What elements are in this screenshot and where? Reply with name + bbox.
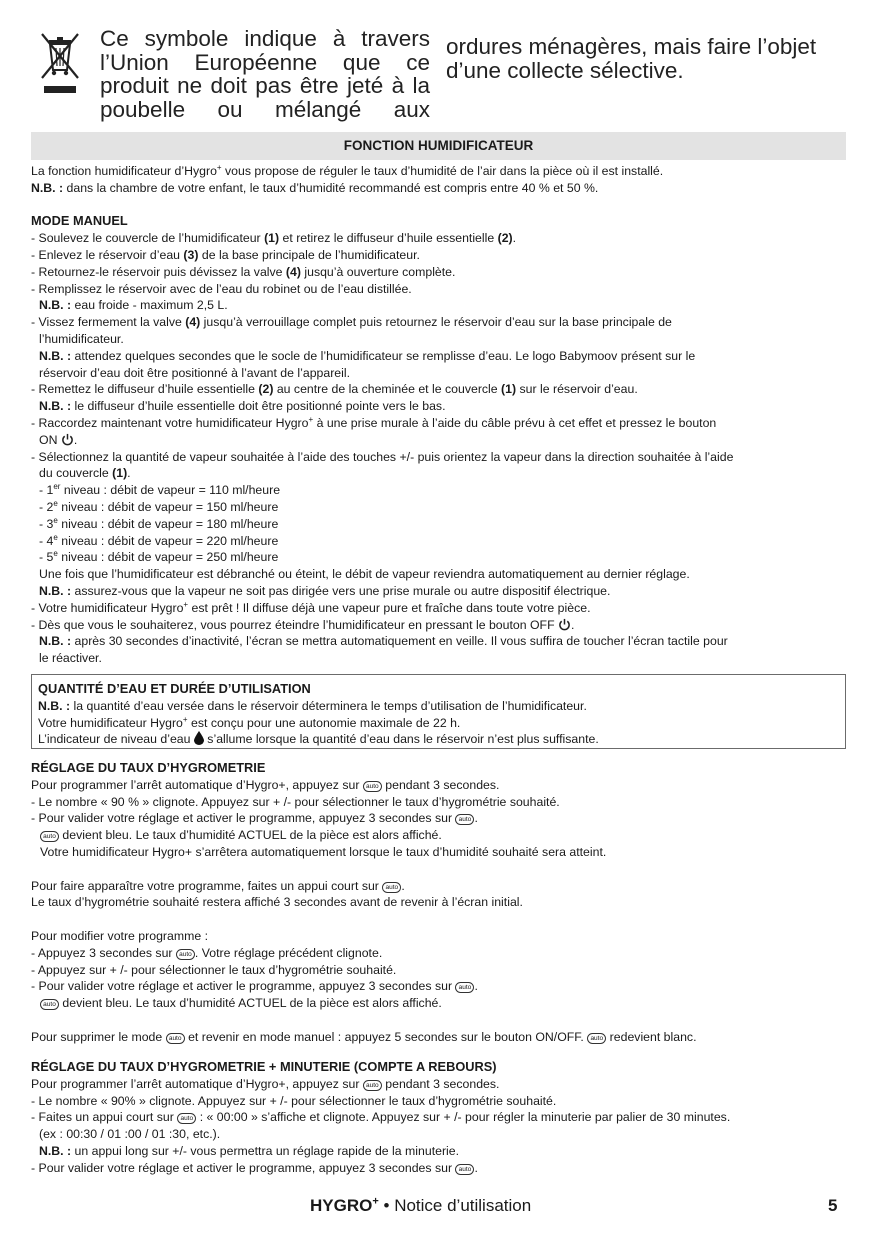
weee-line: Ce symbole indique à travers <box>100 26 430 51</box>
list-item: - Sélectionnez la quantité de vapeur souhaitée à l’aide des touches +/- puis orientez la vapeur dans la direction souhaitée à l’aide <box>31 449 734 464</box>
list-item-cont: ON . <box>39 432 78 447</box>
weee-notice-right <box>446 35 846 82</box>
list-item: - Soulevez le couvercle de l’humidificateur (1) et retirez le diffuseur d’huile essentielle (2). <box>31 231 517 246</box>
paragraph: Pour supprimer le mode auto et revenir en mode manuel : appuyez 5 secondes sur le bouton ON/OFF. auto redevient blanc. <box>31 1029 697 1044</box>
list-item: - Le nombre « 90 % » clignote. Appuyez sur + /- pour sélectionner le taux d’hygrométrie souhaité. <box>31 794 560 809</box>
nb-note-cont: réservoir d’eau doit être positionné à l’avant de l’appareil. <box>39 365 351 380</box>
list-item: - Raccordez maintenant votre humidificateur Hygro+ à une prise murale à l’aide du câble prévu à cet effet et pressez le bouton <box>31 414 717 430</box>
nb-note: N.B. : la quantité d’eau versée dans le réservoir déterminera le temps d’utilisation de l’humidificateur. <box>38 698 587 713</box>
nb-note: N.B. : eau froide - maximum 2,5 L. <box>39 298 228 313</box>
paragraph: Pour modifier votre programme : <box>31 928 209 943</box>
power-icon <box>61 433 74 446</box>
auto-button-icon: auto <box>166 1033 185 1044</box>
manual-title: MODE MANUEL <box>31 213 128 229</box>
auto-button-icon: auto <box>587 1033 606 1044</box>
water-info-box <box>31 674 846 749</box>
list-item: - Faites un appui court sur auto : « 00:00 » s’affiche et clignote. Appuyez sur + /- pour régler la minuterie par palier de 30 minutes. <box>31 1110 731 1125</box>
paragraph: Pour programmer l’arrêt automatique d’Hygro+, appuyez sur auto pendant 3 secondes. <box>31 1076 500 1091</box>
box-title: QUANTITÉ D’EAU ET DURÉE D’UTILISATION <box>38 681 311 696</box>
section-header: FONCTION HUMIDIFICATEUR <box>31 132 846 160</box>
auto-button-icon: auto <box>176 949 195 960</box>
intro-paragraph: La fonction humidificateur d’Hygro+ vous propose de réguler le taux d’humidité de l’air dans la pièce où il est installé. <box>31 162 664 178</box>
list-item: - Appuyez sur + /- pour sélectionner le taux d’hygrométrie souhaité. <box>31 962 397 977</box>
vapour-level: - 4e niveau : débit de vapeur = 220 ml/heure <box>39 532 279 548</box>
weee-notice-left <box>100 27 430 121</box>
list-item-cont: (ex : 00:30 / 01 :00 / 01 :30, etc.). <box>39 1127 221 1142</box>
hygro-title: RÉGLAGE DU TAUX D’HYGROMETRIE <box>31 760 266 775</box>
nb-note: N.B. : un appui long sur +/- vous permettra un réglage rapide de la minuterie. <box>39 1143 460 1158</box>
paragraph: Le taux d’hygrométrie souhaité restera affiché 3 secondes avant de revenir à l’écran initial. <box>31 895 523 910</box>
list-item: - Pour valider votre réglage et activer le programme, appuyez 3 secondes sur auto . <box>31 811 478 826</box>
nb-note-cont: le réactiver. <box>39 651 102 666</box>
list-item-cont: Votre humidificateur Hygro+ s’arrêtera automatiquement lorsque le taux d’humidité souhaité sera atteint. <box>40 844 607 859</box>
list-item: - Pour valider votre réglage et activer le programme, appuyez 3 secondes sur auto . <box>31 979 478 994</box>
weee-line: produit ne doit pas être jeté à la <box>100 73 430 98</box>
vapour-level: - 5e niveau : débit de vapeur = 250 ml/heure <box>39 549 279 565</box>
auto-button-icon: auto <box>40 831 59 842</box>
power-icon <box>558 618 571 631</box>
hygrometry-section <box>31 760 846 1046</box>
vapour-level: - 1er niveau : débit de vapeur = 110 ml/heure <box>39 482 281 498</box>
weee-line: l’Union Européenne que ce <box>100 49 430 75</box>
paragraph: Une fois que l’humidificateur est débranché ou éteint, le débit de vapeur reviendra automatiquement au dernier réglage. <box>39 567 690 582</box>
auto-button-icon: auto <box>455 1164 474 1175</box>
nb-note: N.B. : attendez quelques secondes que le socle de l’humidificateur se remplisse d’eau. Le logo Babymoov présent sur le <box>39 348 696 363</box>
auto-button-icon: auto <box>363 1080 382 1091</box>
list-item: - Retournez-le réservoir puis dévissez la valve (4) jusqu’à ouverture complète. <box>31 264 456 279</box>
paragraph: Pour faire apparaître votre programme, faites un appui court sur auto . <box>31 878 405 893</box>
nb-note: N.B. : le diffuseur d’huile essentielle doit être positionné pointe vers le bas. <box>39 399 446 414</box>
vapour-level: - 2e niveau : débit de vapeur = 150 ml/heure <box>39 498 279 514</box>
timer-section <box>31 1059 846 1177</box>
auto-button-icon: auto <box>40 999 59 1010</box>
list-item-cont: l’humidificateur. <box>39 331 124 346</box>
crossed-out-bin-icon <box>38 32 82 98</box>
vapour-level: - 3e niveau : débit de vapeur = 180 ml/heure <box>39 515 279 531</box>
weee-line: d’une collecte sélective. <box>446 57 684 83</box>
intro-nb: N.B. : dans la chambre de votre enfant, le taux d’humidité recommandé est compris entre 40 % et 50 %. <box>31 180 599 195</box>
paragraph: Votre humidificateur Hygro+ est conçu pour une autonomie maximale de 22 h. <box>38 714 461 730</box>
list-item-cont: auto devient bleu. Le taux d’humidité ACTUEL de la pièce est alors affiché. <box>31 995 846 1012</box>
footer-title: HYGRO+ • Notice d’utilisation <box>310 1195 532 1215</box>
list-item: - Enlevez le réservoir d’eau (3) de la base principale de l’humidificateur. <box>31 247 420 262</box>
list-item: - Votre humidificateur Hygro+ est prêt ! Il diffuse déjà une vapeur pure et fraîche dans toute votre pièce. <box>31 599 591 615</box>
weee-line: ordures ménagères, mais faire l’objet <box>446 34 817 59</box>
list-item: - Remettez le diffuseur d’huile essentielle (2) au centre de la cheminée et le couvercle (1) sur le réservoir d’eau. <box>31 382 638 397</box>
weee-line: poubelle ou mélangé aux <box>100 96 430 122</box>
page-number: 5 <box>828 1196 838 1215</box>
auto-button-icon: auto <box>363 781 382 792</box>
auto-button-icon: auto <box>382 882 401 893</box>
paragraph: Pour programmer l’arrêt automatique d’Hygro+, appuyez sur auto pendant 3 secondes. <box>31 777 500 792</box>
list-item-cont: du couvercle (1). <box>39 466 131 481</box>
manual-label: Notice d’utilisation <box>394 1196 532 1215</box>
list-item: - Remplissez le réservoir avec de l’eau du robinet ou de l’eau distillée. <box>31 281 412 296</box>
auto-button-icon: auto <box>455 814 474 825</box>
list-item: - Pour valider votre réglage et activer le programme, appuyez 3 secondes sur auto . <box>31 1160 478 1175</box>
nb-note: N.B. : après 30 secondes d’inactivité, l’écran se mettra automatiquement en veille. Il vous suffira de toucher l’écran tactile pour <box>39 634 728 649</box>
timer-title: RÉGLAGE DU TAUX D’HYGROMETRIE + MINUTERIE (COMPTE A REBOURS) <box>31 1059 497 1074</box>
list-item: - Le nombre « 90% » clignote. Appuyez sur + /- pour sélectionner le taux d’hygrométrie souhaité. <box>31 1093 557 1108</box>
auto-button-icon: auto <box>177 1113 196 1124</box>
paragraph: L’indicateur de niveau d’eau s’allume lorsque la quantité d’eau dans le réservoir n’est plus suffisante. <box>38 732 599 747</box>
list-item: - Dès que vous le souhaiterez, vous pourrez éteindre l’humidificateur en pressant le bouton OFF . <box>31 617 575 632</box>
list-item: - Vissez fermement la valve (4) jusqu’à verrouillage complet puis retournez le réservoir d’eau sur la base principale de <box>31 315 672 330</box>
brand-name: HYGRO <box>310 1196 373 1215</box>
manual-section <box>31 163 846 667</box>
auto-button-icon: auto <box>455 982 474 993</box>
water-drop-icon <box>194 731 204 745</box>
list-item: - Appuyez 3 secondes sur auto . Votre réglage précédent clignote. <box>31 945 383 960</box>
nb-note: N.B. : assurez-vous que la vapeur ne soit pas dirigée vers une prise murale ou autre dispositif électrique. <box>39 583 611 598</box>
list-item-cont: auto devient bleu. Le taux d’humidité ACTUEL de la pièce est alors affiché. <box>31 827 846 844</box>
